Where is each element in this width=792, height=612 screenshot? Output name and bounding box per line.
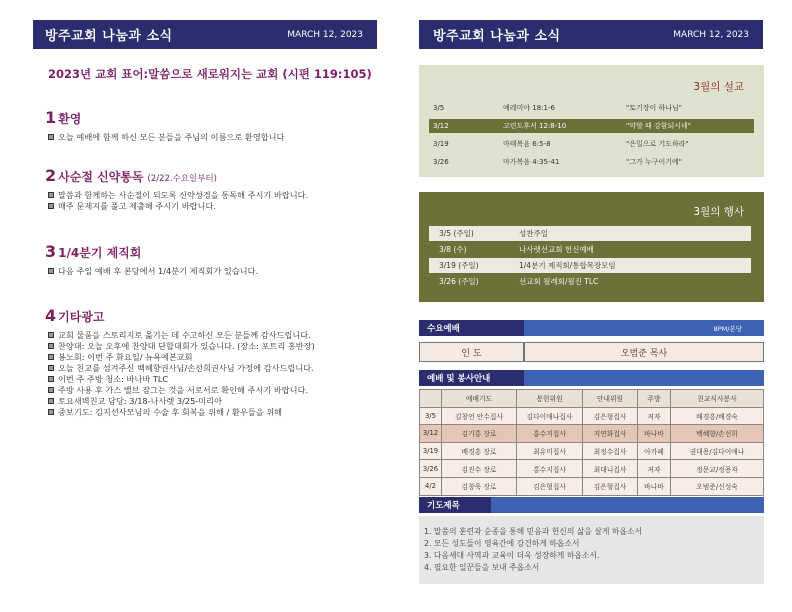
table-row: 3/12 김기홍 장로 홍수지집사 지연화집사 바나바 백혜향/손선희 [420,425,764,443]
section-board-meeting [45,242,380,277]
table-row: 3/19 마태복음 6:5-8 "은밀으로 기도하라" [433,140,689,148]
newsletter-date: MARCH 12, 2023 [673,29,749,40]
right-page [396,0,792,612]
list-item: 교회 물품을 스토리지로 옮기는 데 수고하신 모든 분들께 감사드립니다. [48,330,380,341]
event-schedule-title: 3월의 행사 [693,206,744,218]
event-schedule [419,192,764,302]
list-item: 3. 다음세대 사역과 교육이 더욱 성장하게 하옵소서. [424,551,600,560]
bullet-icon [48,192,54,198]
table-row: 3/19 (주일) 1/4분기 제직회/통합목장모임 [429,258,751,273]
list-item: 4. 필요한 일꾼들을 보내 주옵소서 [424,563,540,572]
table-row: 3/26 마가복음 4:35-41 "그가 누구이기에" [433,158,682,166]
table-row: 3/8 (수) 나사렛선교회 헌신예배 [439,245,594,254]
table-row: 4/2 김창욱 장로 김은형집사 김은형집사 바나바 오범준/신성숙 [420,477,764,495]
section-title: 1/4분기 제직회 [58,246,142,260]
list-item: 2. 모든 성도들이 영육간에 강건하게 하옵소서 [424,539,580,548]
prayer-label: 기도제목 [419,497,491,513]
section-welcome [45,108,380,143]
sermon-schedule-title: 3월의 설교 [693,81,744,93]
section-announcements [45,306,380,418]
list-item: 이번 주 주방 청소: 바나바 TLC [48,374,380,385]
bullet-icon [48,376,54,382]
list-item: 오늘 예배에 함께 하신 모든 분들을 주님의 이름으로 환영합니다 [48,132,380,143]
list-item: 찬양대: 오늘 오후에 찬양대 단합대회가 있습니다. (장소: 포트리 홍반장) [48,341,380,352]
bullet-icon [48,203,54,209]
section-title: 환영 [58,112,82,126]
wednesday-leader-table [419,342,764,362]
bullet-icon [48,398,54,404]
table-header-row: 예배기도 봉헌위원 안내위원 주방 친교식사봉사 [420,390,764,408]
list-item: 오늘 친교를 섬겨주신 백혜향권사님/손선희권사님 가정에 감사드립니다. [48,363,380,374]
list-item: 중보기도: 김지선사모님의 수술 후 회복을 위해 / 환우들을 위해 [48,407,380,418]
bullet-icon [48,268,54,274]
bullet-icon [48,387,54,393]
right-header [419,20,763,49]
list-item: 봉노회: 이번 주 화요일/ 뉴욕예본교회 [48,352,380,363]
table-row: 3/5 예레미야 18:1-6 "토기장이 하나님" [433,104,682,112]
table-row: 3/19 배경흥 장로 최유미집사 최정수집사 아가페 권대용/김다이애나 [420,442,764,460]
bullet-icon [48,332,54,338]
wednesday-service-time: 8PM/본당 [524,320,764,336]
bullet-icon [48,134,54,140]
leader-role: 인 도 [419,342,524,362]
wednesday-service-label: 수요예배 [419,320,524,336]
list-item: 매주 문제지를 풀고 제출해 주시기 바랍니다. [48,201,380,212]
table-row: 3/26 김진수 장로 홍수지집사 최대니집사 저자 정문교/정용자 [420,460,764,478]
bullet-icon [48,343,54,349]
section-title: 사순절 신약통독 [58,170,144,184]
bullet-icon [48,365,54,371]
table-row: 3/12 고린도후서 12:8-10 "약할 때 강함되시네" [429,119,754,133]
section-number: 4 [45,306,57,325]
prayer-list [419,516,764,584]
section-number: 2 [45,166,57,185]
section-subtitle: (2/22.수요일부터) [147,174,217,184]
list-item: 다음 주일 예배 후 본당에서 1/4분기 제직회가 있습니다. [48,266,380,277]
bullet-icon [48,409,54,415]
table-row: 3/5 김창언 안수집사 김다이애나집사 김은형집사 저자 배경흥/배경숙 [420,407,764,425]
service-table [419,389,764,496]
newsletter-date: MARCH 12, 2023 [287,29,363,40]
service-guide-bar [419,370,764,386]
table-row: 3/5 (주일) 성찬주일 [429,226,751,241]
list-item: 말씀과 함께하는 사순절이 되도록 신약성경을 통독해 주시기 바랍니다. [48,190,380,201]
church-motto: 2023년 교회 표어:말씀으로 새로워지는 교회 (시편 119:105) [48,67,372,81]
list-item: 1. 말씀의 훈련과 순종을 통해 믿음과 헌신의 삶을 살게 하옵소서 [424,527,643,536]
leader-name: 오범준 목사 [524,342,764,362]
list-item: 토요새벽친교 담당: 3/18-나사렛 3/25-미리아 [48,396,380,407]
section-title: 기타광고 [58,310,105,324]
prayer-bar [419,497,764,513]
section-lent-reading [45,166,380,212]
table-row: 3/26 (주일) 선교회 월례회/월진 TLC [439,277,599,286]
newsletter-title: 방주교회 나눔과 소식 [45,29,173,44]
wednesday-service-bar [419,320,764,336]
section-number: 3 [45,242,57,261]
sermon-schedule [419,65,764,177]
list-item: 주방 사용 후 가스 밸브 잠그는 것을 서로서로 확인해 주시기 바랍니다. [48,385,380,396]
service-guide-label: 예배 및 봉사안내 [419,370,524,386]
section-number: 1 [45,108,57,127]
newsletter-title: 방주교회 나눔과 소식 [433,29,561,44]
left-header [33,20,377,49]
bullet-icon [48,354,54,360]
